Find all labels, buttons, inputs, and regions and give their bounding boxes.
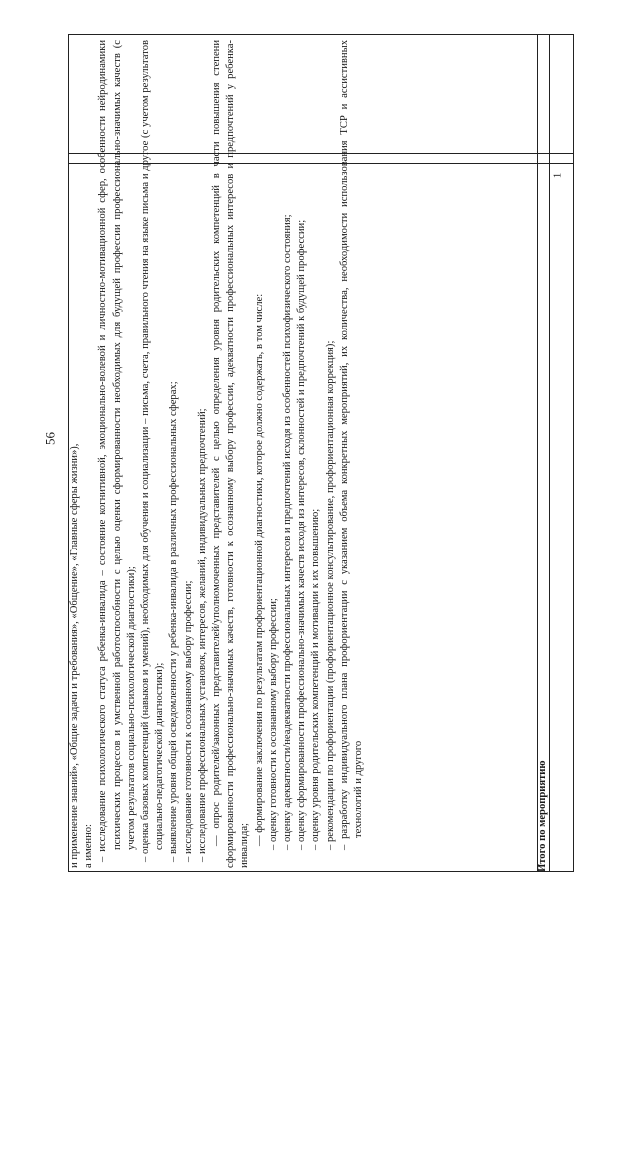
text-paragraph: – оценку адекватности/неадекватности профессиональных интересов и предпочтений исходя из особенностей психофизического состояния; <box>282 214 294 850</box>
text-paragraph: – оценку готовности к осознанному выбору профессии; <box>267 598 279 850</box>
page-number: 56 <box>42 432 58 445</box>
text-paragraph: а именно: <box>83 823 95 868</box>
text-paragraph: — опрос родителей/законных представителей/уполномоченных представителей с целью определения уровня родительских компетенций в части повышения степени сформированности профессионально-значимых качеств, готовности к осознанному выбору профессии, адекватности профессиональных интересов и предпочтений у ребенка-инвалида; <box>211 40 251 868</box>
text-paragraph: и применение знаний», «Общие задачи и требования», «Общение», «Главные сферы жизни»), <box>69 443 80 868</box>
text-paragraph: – оценка базовых компетенций (навыков и умений), необходимых для обучения и социализации – письма, счета, правильного чтения на языке письма и другое (с учетом результатов социально-педагогической диагностики); <box>140 40 166 862</box>
text-paragraph: – рекомендации по профориентации (профориентационное консультирование, профориентационная коррекция); <box>324 340 336 850</box>
total-row <box>536 760 550 1162</box>
total-label: Итого по мероприятию <box>537 760 548 872</box>
text-paragraph: – выявление уровня общей осведомленности у ребенка-инвалида в различных профессиональных сферах; <box>168 381 180 862</box>
text-paragraph: – исследование профессиональных установок, интересов, желаний, индивидуальных предпочтений; <box>196 408 208 862</box>
text-paragraph: — формирование заключения по результатам профориентационной диагностики, которое должно содержать, в том числе: <box>253 293 265 846</box>
description-cell <box>68 34 366 872</box>
total-value: 1 <box>551 172 564 179</box>
text-paragraph: – оценку уровня родительских компетенций и мотивации к их повышению; <box>310 508 322 850</box>
rotated-content <box>68 34 574 872</box>
text-paragraph: – исследование готовности к осознанному выбору профессии; <box>182 580 194 862</box>
text-paragraph: – исследование психологического статуса ребенка-инвалида – состояние когнитивной, эмоционально-волевой и личностно-мотивационной сфер, особенности нейродинамики психических процессов и умственной работоспособности с целью оценки сформированности необходимых для будущей профессии профессионально-значимых качеств (с учетом результатов социально-психологической диагностики); <box>97 40 137 862</box>
text-paragraph: – оценку сформированности профессионально-значимых качеств исходя из интересов, склонностей и предпочтений к будущей профессии; <box>296 219 308 850</box>
text-paragraph: – разработку индивидуального плана профориентации с указанием объема конкретных мероприятий, их количества, необходимости использования ТСР и ассистивных технологий и другого <box>338 40 365 850</box>
